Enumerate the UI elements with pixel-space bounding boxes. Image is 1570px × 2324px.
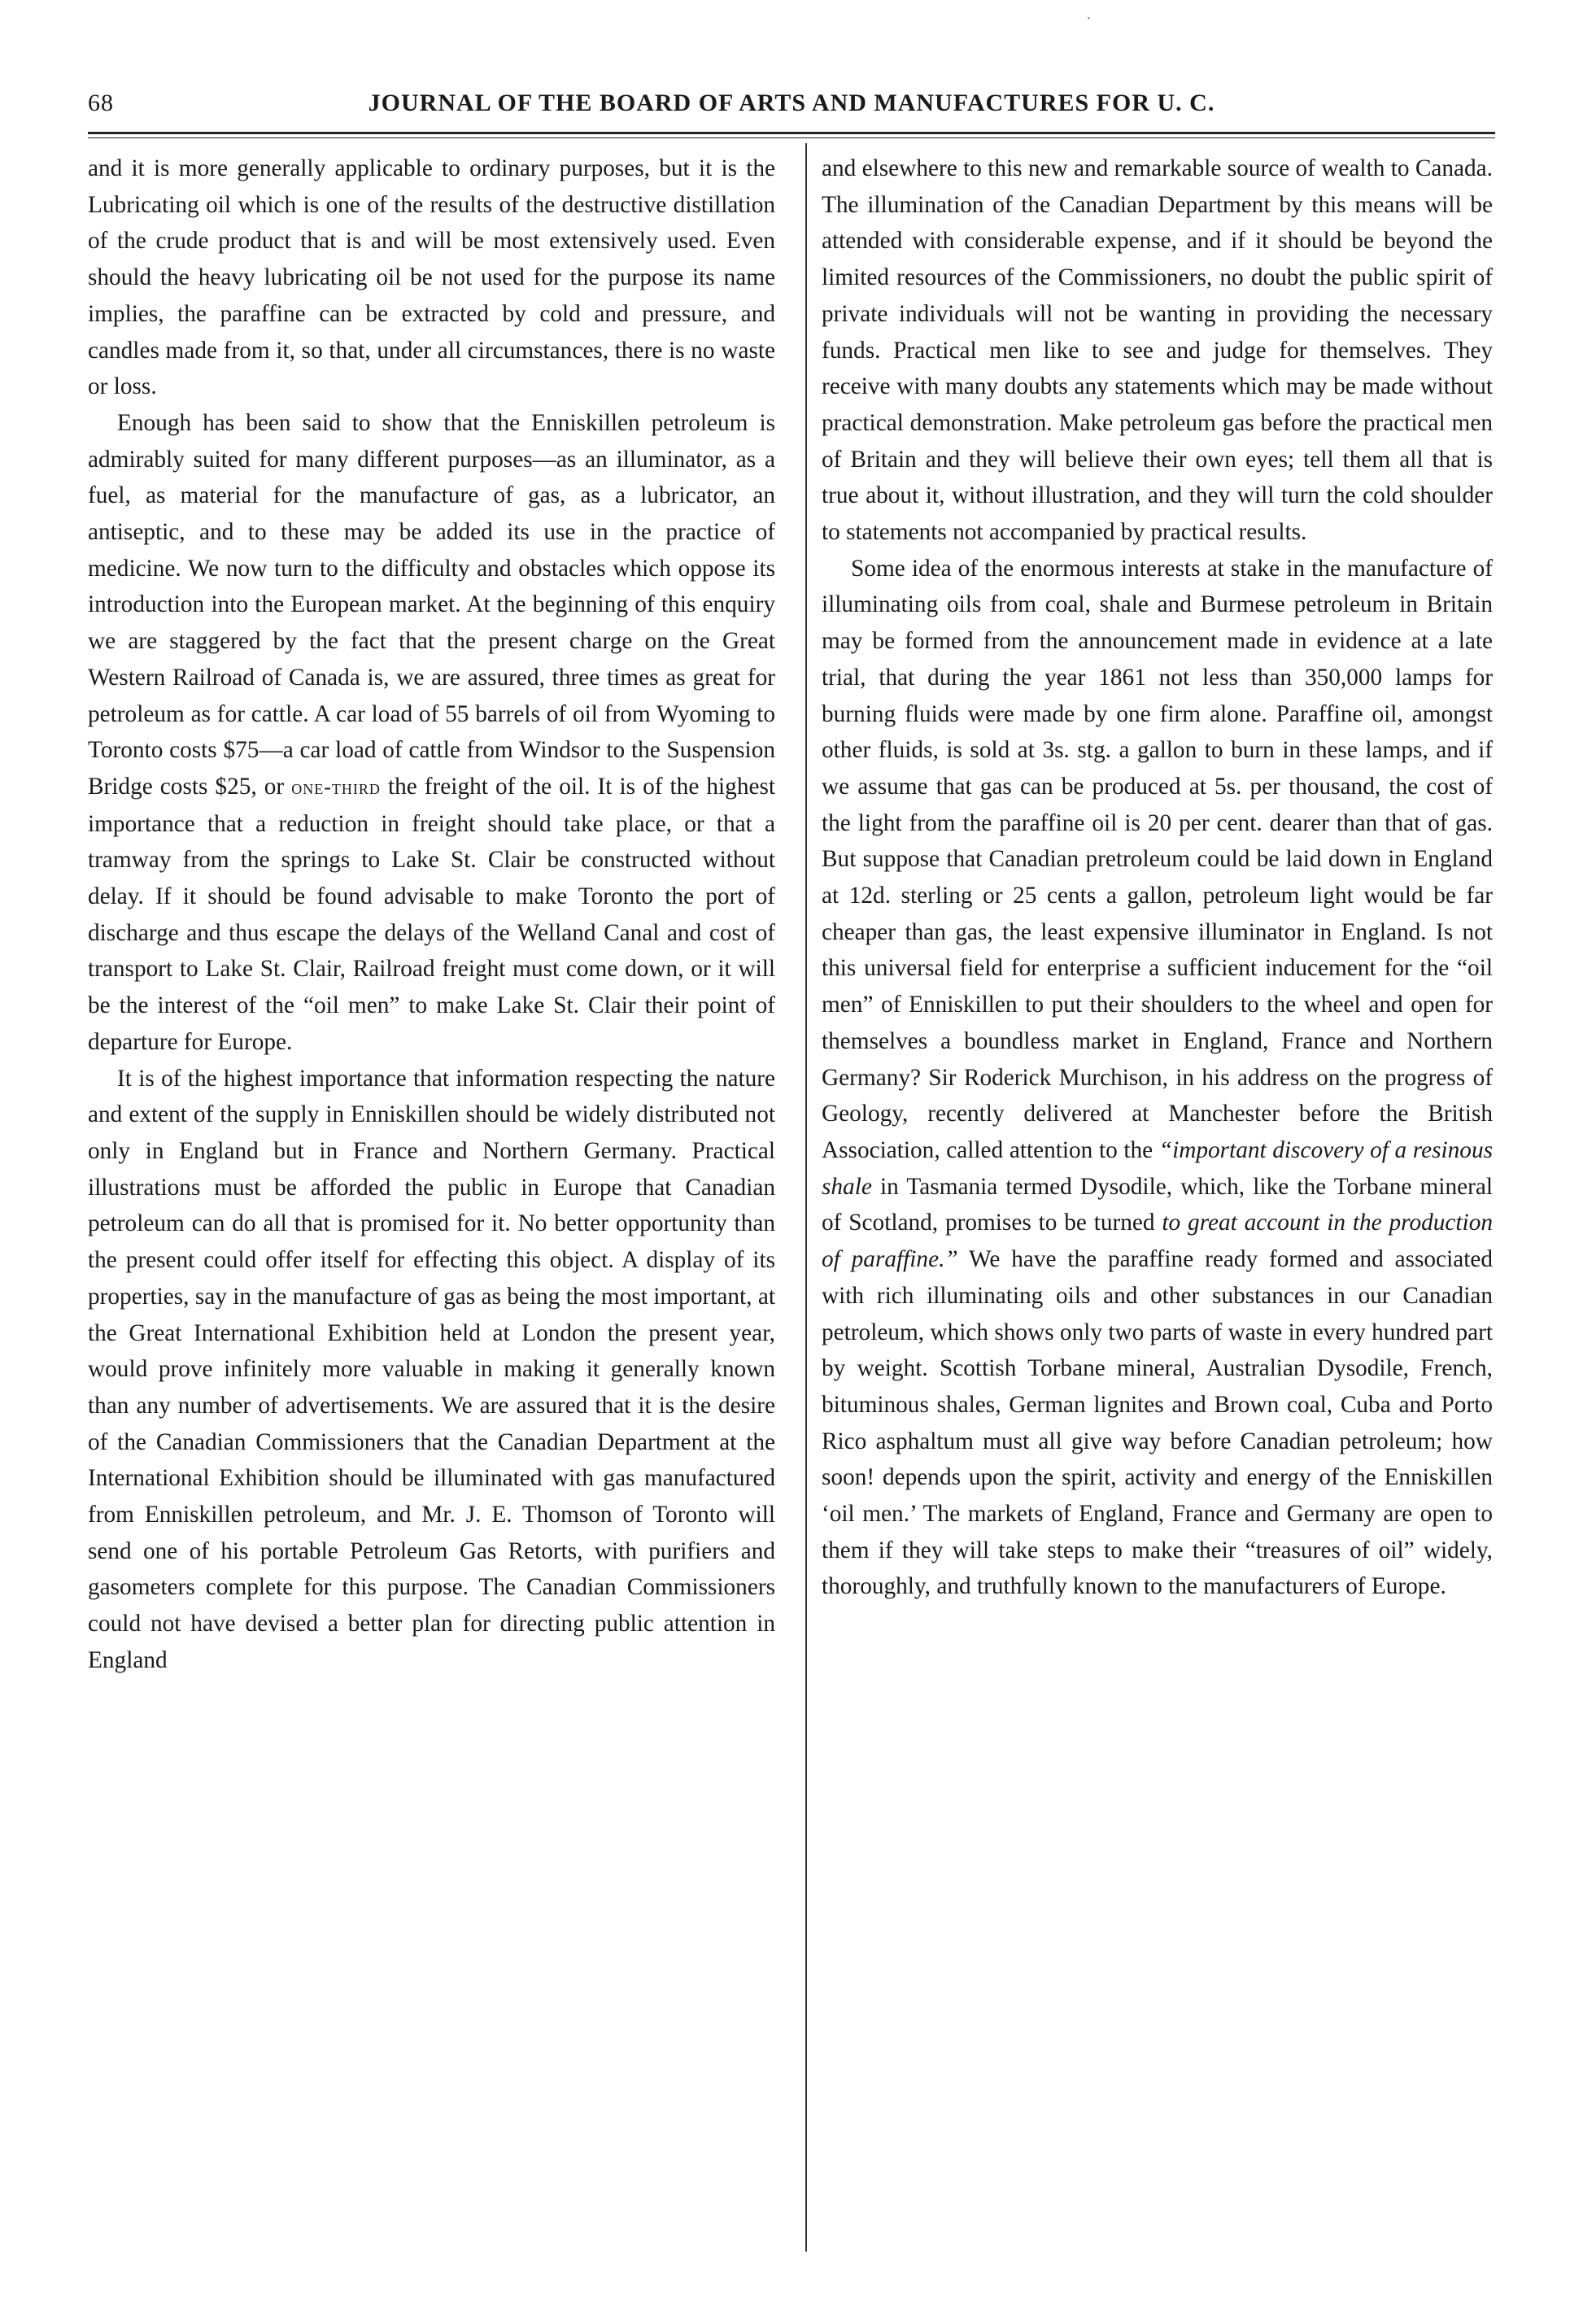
page-number: 68 — [88, 89, 114, 116]
paragraph-demonstration: and elsewhere to this new and remarkable source of wealth to Canada. The illumination of the Canadian Department by this means will be attended with considerable expense, and if it should be beyond the limited resources of the Commissioners, no doubt the public spirit of private individuals will not be wanting in providing the necessary funds. Practical men like to see and judge for themselves. They receive with many doubts any statements which may be made without practical demonstration. Make petroleum gas before the practical men of Britain and they will believe their own eyes; tell them all that is true about it, without illustration, and they will turn the cold shoulder to statements not accompanied by practical results. — [822, 155, 1493, 546]
italic-quote: to great account in the production of paraffine.” — [822, 1210, 1493, 1273]
left-column — [88, 150, 775, 1679]
right-column — [822, 150, 1493, 1605]
italic-quote: “important discovery of a resinous shale — [822, 1136, 1494, 1200]
text-run: the freight of the oil. It is of the highest importance that a reduction in freight should take place, or that a tramway from the springs to Lake St. Clair be constructed without delay. If it should be found advisable to make Toronto the port of discharge and thus escape the delays of the Welland Canal and cost of transport to Lake St. Clair, Railroad freight must come down, or it will be the interest of the “oil men” to make Lake St. Clair their point of departure for Europe. — [88, 773, 776, 1055]
journal-title: JOURNAL OF THE BOARD OF ARTS AND MANUFACTURES FOR U. C. — [368, 89, 1215, 116]
column-divider — [805, 143, 807, 2252]
small-caps-emphasis: one-third — [291, 774, 381, 799]
page-header — [88, 89, 1495, 130]
text-run: in Tasmania termed Dysodile, which, like the Torbane mineral of Scotland, promises to be turned — [822, 1173, 1494, 1236]
text-run: Enough has been said to show that the Enniskillen petroleum is admirably suited for many different purposes—as an illuminator, as a fuel, as material for the manufacture of gas, as a lubricator, an antiseptic, and to these may be added its use in the practice of medicine. We now turn to the difficulty and obstacles which oppose its introduction into the European market. At the beginning of this enquiry we are staggered by the fact that the present charge on the Great Western Railroad of Canada is, we are assured, three times as great for petroleum as for cattle. A car load of 55 barrels of oil from Wyoming to Toronto costs $75—a car load of cattle from Windsor to the Suspension Bridge costs $25, or — [88, 409, 775, 800]
paragraph-exhibition: It is of the highest importance that information respecting the nature and extent of the supply in Enniskillen should be widely distributed not only in England but in France and Northern Germany. Practical illustrations must be afforded the public in Europe that Canadian petroleum can do all that is promised for it. No better opportunity than the present could offer itself for effecting this object. A display of its properties, say in the manufacture of gas as being the most important, at the Great International Exhibition held at London the present year, would prove infinitely more valuable in making it generally known than any number of advertisements. We are assured that it is the desire of the Canadian Commissioners that the Canadian Department at the International Exhibition should be illuminated with gas manufactured from Enniskillen petroleum, and Mr. J. E. Thomson of Toronto will send one of his portable Petroleum Gas Retorts, with purifiers and gasometers complete for this purpose. The Canadian Commissioners could not have devised a better plan for directing public attention in England — [88, 1065, 775, 1673]
paragraph-markets — [822, 551, 1493, 1605]
paragraph-freight — [88, 405, 775, 1061]
header-rule — [88, 132, 1495, 138]
text-run: We have the paraffine ready formed and associated with rich illuminating oils and other substances in our Canadian petroleum, which shows only two parts of waste in every hundred part by weight. Scottish Torbane mineral, Australian Dysodile, French, bituminous shales, German lignites and Brown coal, Cuba and Porto Rico asphaltum must all give way before Canadian petroleum; how soon! depends upon the spirit, activity and energy of the Enniskillen ‘oil men.’ The markets of England, France and Germany are open to them if they will take steps to make their “treasures of oil” widely, thoroughly, and truthfully known to the manufacturers of Europe. — [822, 1246, 1494, 1600]
text-run: Some idea of the enormous interests at stake in the manufacture of illuminating oils from coal, shale and Burmese petroleum in Britain may be formed from the announcement made in evidence at a late trial, that during the year 1861 not less than 350,000 lamps for burning fluids were made by one firm alone. Paraffine oil, amongst other fluids, is sold at 3s. stg. a gallon to burn in these lamps, and if we assume that gas can be produced at 5s. per thousand, the cost of the light from the paraffine oil is 20 per cent. dearer than that of gas. But suppose that Canadian pretroleum could be laid down in England at 12d. sterling or 25 cents a gallon, petroleum light would be far cheaper than gas, the least expensive illuminator in England. Is not this universal field for enterprise a sufficient inducement for the “oil men” of Enniskillen to put their shoulders to the wheel and open for themselves a boundless market in England, France and Northern Germany? Sir Roderick Murchison, in his address on the progress of Geology, recently delivered at Manchester before the British Association, called attention to the — [822, 555, 1493, 1163]
stray-mark: · — [1086, 10, 1092, 28]
paragraph-lubricating-oil: and it is more generally applicable to ordinary purposes, but it is the Lubricating oil which is one of the results of the destructive distillation of the crude product that is and will be most extensively used. Even should the heavy lubricating oil be not used for the purpose its name implies, the paraffine can be extracted by cold and pressure, and candles made from it, so that, under all circumstances, there is no waste or loss. — [88, 155, 775, 400]
